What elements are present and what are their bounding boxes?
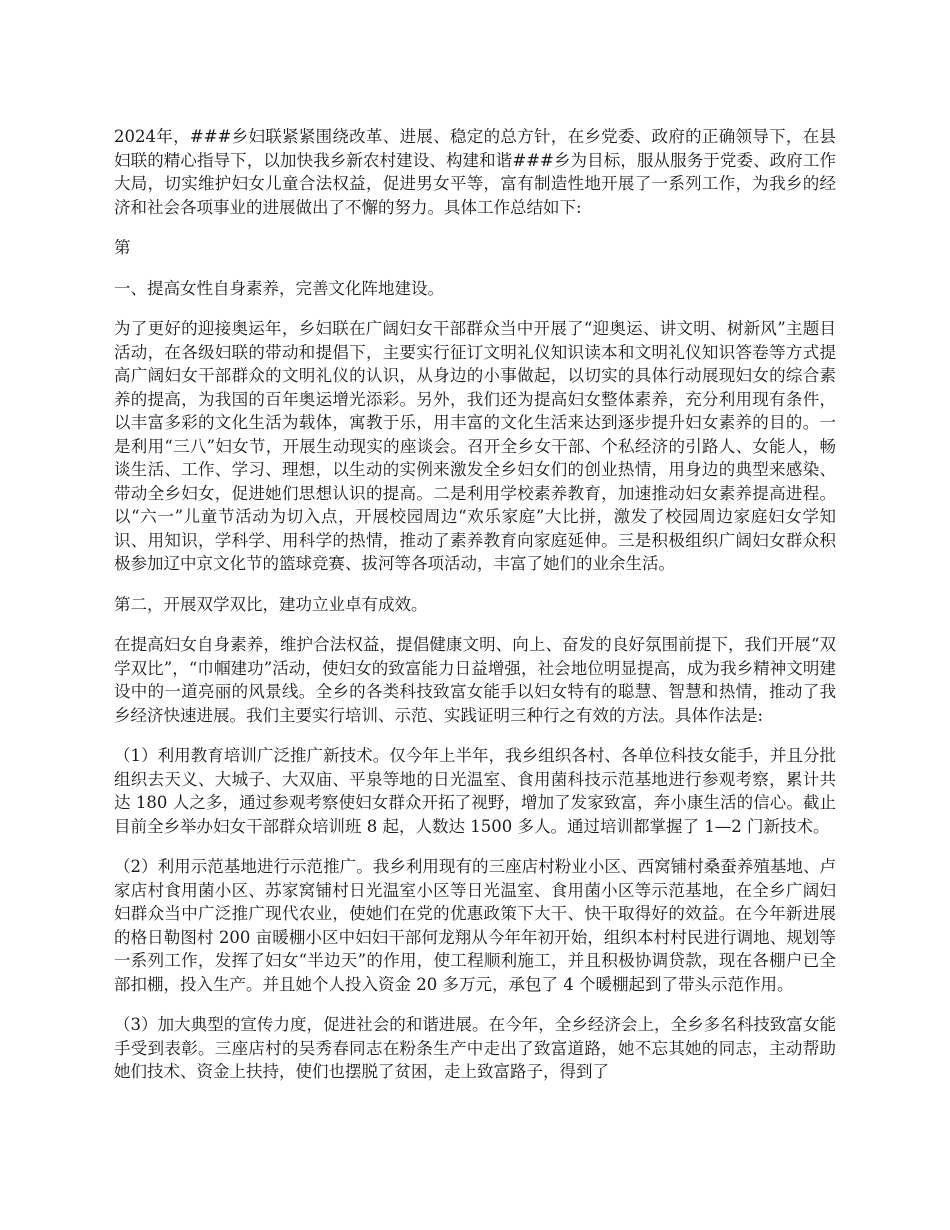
list-item-3: （3）加大典型的宣传力度，促进社会的和谐进展。在今年，全乡经济会上，全乡多名科技致富女能手受到表彰。三座店村的吴秀春同志在粉条生产中走出了致富道路，她不忘其她的同志，主动帮助她们技术、资金上扶持，使们也摆脱了贫困，走上致富路子，得到了 bbox=[114, 1015, 836, 1081]
list-item-2: （2）利用示范基地进行示范推广。我乡利用现有的三座店村粉业小区、西窝铺村桑蚕养殖基地、卢家店村食用菌小区、苏家窝铺村日光温室小区等日光温室、食用菌小区等示范基地，在全乡广阔妇妇群众当中广泛推广现代农业，使她们在党的优惠政策下大干、快干取得好的效益。在今年新进展的格日勒图村 200 亩暖棚小区中妇妇干部何龙翔从今年年初开始，组织本村村民进行调地、规划等一系列工作，发挥了妇女“半边天”的作用，使工程顺利施工，并且积极协调贷款，现在各棚户已全部扣棚，投入生产。并且她个人投入资金 20 多万元，承包了 4 个暖棚起到了带头示范作用。 bbox=[114, 857, 836, 994]
section-marker: 第 bbox=[114, 238, 131, 257]
body-paragraph: 为了更好的迎接奥运年，乡妇联在广阔妇女干部群众当中开展了“迎奥运、讲文明、树新风”主题目活动，在各级妇联的带动和提倡下，主要实行征订文明礼仪知识读本和文明礼仪知识答卷等方式提高广阔妇女干部群众的文明礼仪的认识，从身边的小事做起，以切实的具体行动展现妇女的综合素养的提高，为我国的百年奥运增光添彩。另外，我们还为提高妇女整体素养，充分利用现有条件，以丰富多彩的文化生活为载体，寓教于乐，用丰富的文化生活来达到逐步提升妇女素养的目的。一是利用“三八”妇女节，开展生动现实的座谈会。召开全乡女干部、个私经济的引路人、女能人，畅谈生活、工作、学习、理想，以生动的实例来激发全乡妇女们的创业热情，用身边的典型来感染、带动全乡妇女，促进她们思想认识的提高。二是利用学校素养教育，加速推动妇女素养提高进程。以“六一”儿童节活动为切入点，开展校园周边“欢乐家庭”大比拼，激发了校园周边家庭妇女学知识、用知识，学科学、用科学的热情，推动了素养教育向家庭延伸。三是积极组织广阔妇女群众积极参加辽中京文化节的篮球竞赛、拔河等各项活动，丰富了她们的业余生活。 bbox=[114, 319, 836, 573]
list-item-1: （1）利用教育培训广泛推广新技术。仅今年上半年，我乡组织各村、各单位科技女能手，并且分批组织去天义、大城子、大双庙、平泉等地的日光温室、食用菌科技示范基地进行参观考察，累计共达 180 人之多，通过参观考察使妇女群众开拓了视野，增加了发家致富，奔小康生活的信心。截止目前全乡举办妇女干部群众培训班 8 起，人数达 1500 多人。通过培训都掌握了 1—2 门新技术。 bbox=[114, 746, 836, 836]
body-paragraph: 在提高妇女自身素养，维护合法权益，提倡健康文明、向上、奋发的良好氛围前提下，我们开展“双学双比”，“巾帼建功”活动，使妇女的致富能力日益增强，社会地位明显提高，成为我乡精神文明建设中的一道亮丽的风景线。全乡的各类科技致富女能手以妇女特有的聪慧、智慧和热情，推动了我乡经济快速进展。我们主要实行培训、示范、实践证明三种行之有效的方法。具体作法是: bbox=[114, 635, 836, 725]
intro-paragraph: 2024年，###乡妇联紧紧围绕改革、进展、稳定的总方针，在乡党委、政府的正确领导下，在县妇联的精心指导下，以加快我乡新农村建设、构建和谐###乡为目标，服从服务于党委、政府工作大局，切实维护妇女儿童合法权益，促进男女平等，富有制造性地开展了一系列工作，为我乡的经济和社会各项事业的进展做出了不懈的努力。具体工作总结如下: bbox=[114, 127, 836, 217]
section-heading-1: 一、提高女性自身素养，完善文化阵地建设。 bbox=[114, 278, 444, 298]
section-heading-2: 第二，开展双学双比，建功立业卓有成效。 bbox=[114, 594, 428, 614]
